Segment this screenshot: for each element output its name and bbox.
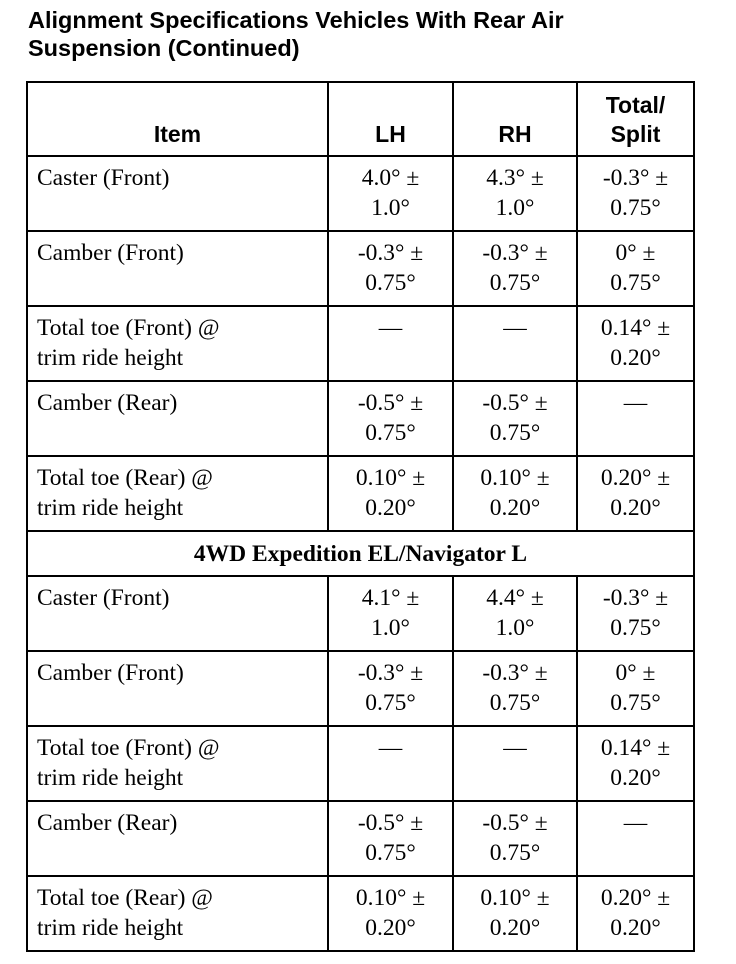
item-cell [27, 381, 328, 456]
item-cell-line: Total toe (Rear) @ [37, 885, 213, 911]
item-cell-line: Camber (Rear) [37, 390, 178, 416]
lh-value-cell-line: 0.20° [365, 915, 416, 941]
rh-value-cell-line: -0.3° ± [482, 240, 548, 266]
rh-value-cell-line: -0.5° ± [482, 390, 548, 416]
lh-value-cell-line: — [378, 315, 403, 341]
table-row [27, 156, 694, 231]
total-split-value-cell-line: 0.20° [610, 765, 661, 791]
rh-value-cell [453, 381, 577, 456]
total-split-value-cell [577, 726, 694, 801]
table-row [27, 726, 694, 801]
item-cell-line: Camber (Rear) [37, 810, 178, 836]
rh-value-cell [453, 306, 577, 381]
header-lh: LH [328, 82, 453, 156]
header-item: Item [27, 82, 328, 156]
rh-value-cell-line: 0.75° [489, 270, 541, 296]
lh-value-cell-line: 0.75° [365, 420, 416, 446]
lh-value-cell [328, 801, 453, 876]
table-row [27, 306, 694, 381]
rh-value-cell-line: 0.75° [489, 420, 541, 446]
rh-value-cell [453, 231, 577, 306]
lh-value-cell [328, 456, 453, 531]
item-cell-line: Total toe (Front) @ [37, 315, 220, 341]
total-split-value-cell-line: 0.14° ± [600, 315, 671, 341]
total-split-value-cell [577, 801, 694, 876]
lh-value-cell [328, 156, 453, 231]
item-cell [27, 231, 328, 306]
rh-value-cell-line: 1.0° [495, 615, 535, 641]
table-header-row [27, 82, 694, 156]
table-row [27, 456, 694, 531]
rh-value-cell [453, 801, 577, 876]
total-split-value-cell-line: 0.75° [610, 615, 661, 641]
total-split-value-cell [577, 156, 694, 231]
lh-value-cell-line: 1.0° [371, 195, 410, 221]
item-cell-line: Caster (Front) [37, 165, 170, 191]
item-cell [27, 576, 328, 651]
lh-value-cell-line: 4.0° ± [361, 165, 420, 191]
lh-value-cell-line: -0.3° ± [357, 660, 424, 686]
page-title-line-1: Alignment Specifications Vehicles With Rear Air [28, 7, 564, 33]
table-row [27, 381, 694, 456]
lh-value-cell-line: 4.1° ± [361, 585, 420, 611]
table-row [27, 876, 694, 951]
item-cell [27, 651, 328, 726]
rh-value-cell-line: 1.0° [495, 195, 535, 221]
total-split-value-cell-line: 0.20° [610, 915, 661, 941]
total-split-value-cell-line: 0.14° ± [600, 735, 671, 761]
lh-value-cell [328, 876, 453, 951]
total-split-value-cell-line: — [623, 390, 648, 416]
total-split-value-cell [577, 381, 694, 456]
total-split-value-cell-line: — [623, 810, 648, 836]
total-split-value-cell-line: 0.75° [610, 195, 661, 221]
item-cell-line: trim ride height [37, 495, 184, 521]
lh-value-cell-line: 0.75° [365, 840, 416, 866]
section-heading-row [27, 531, 694, 576]
rh-value-cell [453, 651, 577, 726]
lh-value-cell-line: -0.5° ± [357, 810, 424, 836]
total-split-value-cell-line: -0.3° ± [602, 585, 669, 611]
rh-value-cell-line: 0.75° [489, 840, 541, 866]
item-cell [27, 306, 328, 381]
item-cell-line: Camber (Front) [37, 660, 184, 686]
rh-value-cell-line: -0.3° ± [482, 660, 548, 686]
rh-value-cell [453, 156, 577, 231]
rh-value-cell [453, 876, 577, 951]
lh-value-cell-line: -0.3° ± [357, 240, 424, 266]
total-split-value-cell-line: 0.20° [610, 345, 661, 371]
lh-value-cell-line: -0.5° ± [357, 390, 424, 416]
item-cell [27, 801, 328, 876]
rh-value-cell-line: 4.3° ± [486, 165, 544, 191]
rh-value-cell-line: 4.4° ± [486, 585, 544, 611]
total-split-value-cell-line: 0.20° ± [600, 885, 671, 911]
table-row [27, 576, 694, 651]
lh-value-cell [328, 576, 453, 651]
item-cell-line: Total toe (Rear) @ [37, 465, 213, 491]
lh-value-cell-line: 0.75° [365, 270, 416, 296]
lh-value-cell [328, 726, 453, 801]
header-rh: RH [453, 82, 577, 156]
lh-value-cell-line: — [378, 735, 403, 761]
rh-value-cell-line: -0.5° ± [482, 810, 548, 836]
rh-value-cell-line: 0.75° [489, 690, 541, 716]
item-cell [27, 876, 328, 951]
lh-value-cell-line: 0.75° [365, 690, 416, 716]
total-split-value-cell [577, 576, 694, 651]
lh-value-cell-line: 1.0° [371, 615, 410, 641]
lh-value-cell [328, 381, 453, 456]
page-title-line-2: Suspension (Continued) [28, 35, 300, 61]
total-split-value-cell-line: 0.75° [610, 270, 661, 296]
item-cell [27, 456, 328, 531]
item-cell-line: trim ride height [37, 765, 184, 791]
rh-value-cell-line: 0.20° [489, 495, 541, 521]
lh-value-cell [328, 306, 453, 381]
table-row [27, 231, 694, 306]
lh-value-cell [328, 651, 453, 726]
item-cell-line: trim ride height [37, 345, 184, 371]
total-split-value-cell [577, 231, 694, 306]
item-cell-line: Caster (Front) [37, 585, 170, 611]
lh-value-cell-line: 0.10° ± [355, 885, 426, 911]
total-split-value-cell-line: -0.3° ± [602, 165, 669, 191]
rh-value-cell [453, 456, 577, 531]
alignment-spec-table [26, 81, 695, 952]
total-split-value-cell [577, 306, 694, 381]
page-title [28, 6, 728, 62]
rh-value-cell-line: 0.20° [489, 915, 541, 941]
total-split-value-cell [577, 876, 694, 951]
total-split-value-cell-line: 0° ± [615, 660, 656, 686]
lh-value-cell [328, 231, 453, 306]
item-cell [27, 156, 328, 231]
table-row [27, 801, 694, 876]
total-split-value-cell-line: 0.20° ± [600, 465, 671, 491]
rh-value-cell [453, 726, 577, 801]
total-split-value-cell-line: 0.20° [610, 495, 661, 521]
item-cell [27, 726, 328, 801]
rh-value-cell-line: — [503, 735, 527, 761]
item-cell-line: trim ride height [37, 915, 184, 941]
rh-value-cell-line: 0.10° ± [480, 465, 550, 491]
total-split-value-cell-line: 0.75° [610, 690, 661, 716]
item-cell-line: Camber (Front) [37, 240, 184, 266]
total-split-value-cell [577, 456, 694, 531]
lh-value-cell-line: 0.10° ± [355, 465, 426, 491]
rh-value-cell [453, 576, 577, 651]
rh-value-cell-line: — [503, 315, 527, 341]
rh-value-cell-line: 0.10° ± [480, 885, 550, 911]
total-split-value-cell [577, 651, 694, 726]
item-cell-line: Total toe (Front) @ [37, 735, 220, 761]
section-heading: 4WD Expedition EL/Navigator L [27, 531, 694, 576]
header-total-split: Total/ Split [577, 82, 694, 156]
table-row [27, 651, 694, 726]
lh-value-cell-line: 0.20° [365, 495, 416, 521]
total-split-value-cell-line: 0° ± [615, 240, 656, 266]
